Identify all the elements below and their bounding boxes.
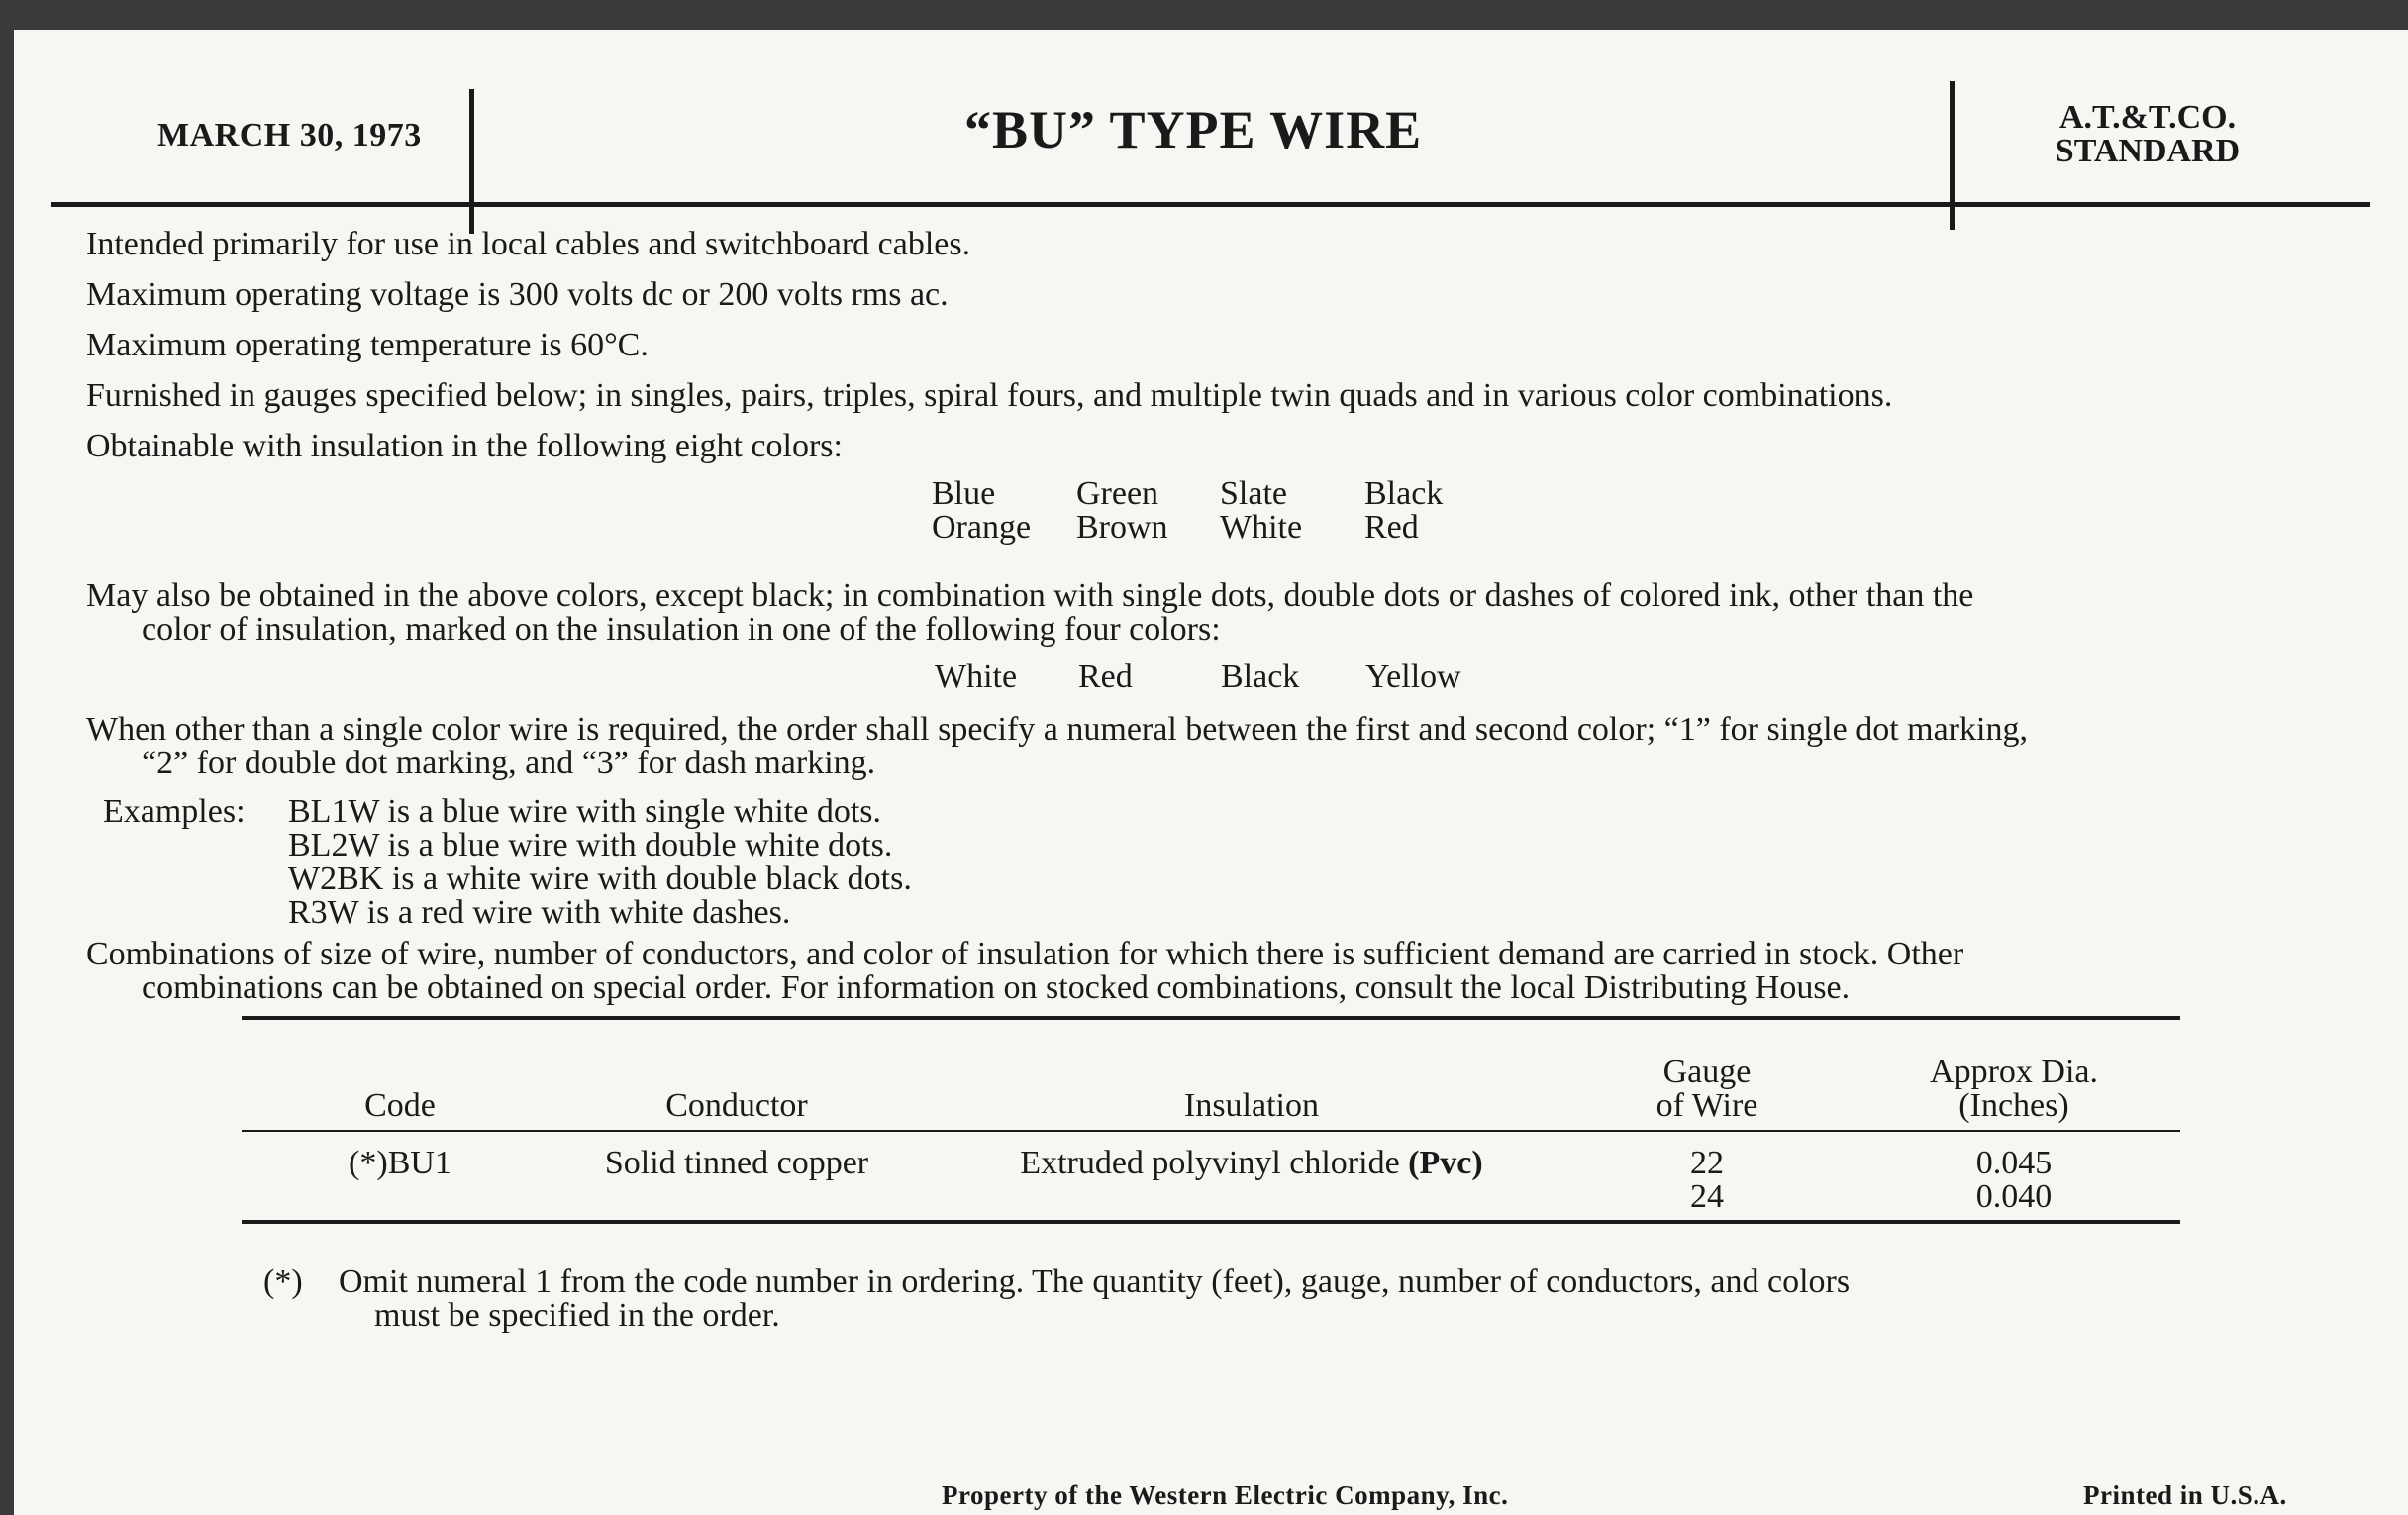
diameter-value: 0.040 [1975,1178,2053,1215]
standard-line2: STANDARD [2055,133,2241,169]
table-header-conductor: Conductor [665,1087,808,1124]
color-blue: Blue [932,475,996,512]
marking-color-yellow: Yellow [1365,658,1461,695]
document-title: “BU” TYPE WIRE [964,100,1423,159]
example-item: R3W is a red wire with white dashes. [288,894,791,931]
paragraph-stock-line2: combinations can be obtained on special order. For information on stocked combinations, consult the local Distributing House. [142,969,1851,1006]
examples-list [288,795,912,930]
table-header-insulation: Insulation [1184,1087,1319,1124]
table-bottom-rule [242,1220,2180,1224]
table-header-diameter [1865,1056,2162,1123]
paragraph-order-numeral [86,713,2028,780]
paragraph-intended-use: Intended primarily for use in local cables and switchboard cables. [86,226,971,262]
table-header-gauge-line2: of Wire [1656,1087,1758,1124]
color-brown: Brown [1076,509,1168,546]
paragraph-marking-line2: color of insulation, marked on the insulation in one of the following four colors: [142,611,1221,648]
color-green: Green [1076,475,1159,512]
paragraph-order-numeral-line2: “2” for double dot marking, and “3” for dash marking. [142,745,876,781]
standard-mark [2039,101,2257,168]
note-text [339,1265,1850,1333]
color-black: Black [1364,475,1444,512]
issue-date: MARCH 30, 1973 [157,117,422,153]
paragraph-marking-line1: May also be obtained in the above colors, except black; in combination with single dots, double dots or dashes of colored ink, other than the [86,577,1974,614]
diameter-value: 0.045 [1975,1145,2053,1181]
table-cell-diameter [1865,1147,2162,1214]
example-item: BL1W is a blue wire with single white dots. [288,793,882,830]
marking-color-red: Red [1078,658,1133,695]
table-header-rule [242,1130,2180,1132]
table-cell-code: (*)BU1 [349,1145,452,1181]
color-orange: Orange [932,509,1032,546]
color-white: White [1220,509,1303,546]
paragraph-stock [86,938,1963,1005]
gauge-value: 24 [1690,1178,1724,1215]
table-header-code: Code [364,1087,436,1124]
example-item: W2BK is a white wire with double black dots. [288,860,912,897]
paragraph-gauges: Furnished in gauges specified below; in singles, pairs, triples, spiral fours, and multiple twin quads and in various color combinations. [86,377,1893,414]
examples-label: Examples: [103,793,246,830]
table-header-diameter-line2: (Inches) [1958,1087,2069,1124]
paragraph-colors-intro: Obtainable with insulation in the following eight colors: [86,428,843,464]
header-divider-left [469,89,474,234]
paragraph-temperature: Maximum operating temperature is 60°C. [86,327,649,363]
table-header-gauge [1588,1056,1826,1123]
color-slate: Slate [1220,475,1287,512]
insulation-text: Extruded polyvinyl chloride [1020,1145,1400,1181]
table-cell-conductor: Solid tinned copper [604,1145,869,1181]
table-header-diameter-line1: Approx Dia. [1930,1054,2098,1090]
paragraph-stock-line1: Combinations of size of wire, number of conductors, and color of insulation for which there is sufficient demand are carried in stock. Other [86,936,1964,972]
header-divider-right [1950,81,1955,230]
standard-line1: A.T.&T.CO. [2058,99,2237,136]
note-line2: must be specified in the order. [374,1297,780,1334]
color-red: Red [1364,509,1419,546]
insulation-abbr: (Pvc) [1408,1145,1483,1181]
marking-color-black: Black [1221,658,1300,695]
footer-property: Property of the Western Electric Company, Inc. [942,1480,1509,1510]
paragraph-marking [86,579,1973,647]
note-mark: (*) [263,1263,303,1300]
document-page [14,30,2408,1515]
table-cell-gauge [1588,1147,1826,1214]
note-line1: Omit numeral 1 from the code number in ordering. The quantity (feet), gauge, number of conductors, and colors [339,1263,1851,1300]
table-top-rule [242,1016,2180,1020]
header-rule [51,202,2370,207]
footer-printed: Printed in U.S.A. [2083,1480,2287,1510]
paragraph-order-numeral-line1: When other than a single color wire is required, the order shall specify a numeral between the first and second color; “1” for single dot marking, [86,711,2028,748]
table-cell-insulation [945,1147,1558,1180]
paragraph-voltage: Maximum operating voltage is 300 volts dc or 200 volts rms ac. [86,276,949,313]
table-header-gauge-line1: Gauge [1662,1054,1752,1090]
gauge-value: 22 [1690,1145,1724,1181]
example-item: BL2W is a blue wire with double white dots. [288,827,893,863]
marking-color-white: White [935,658,1018,695]
